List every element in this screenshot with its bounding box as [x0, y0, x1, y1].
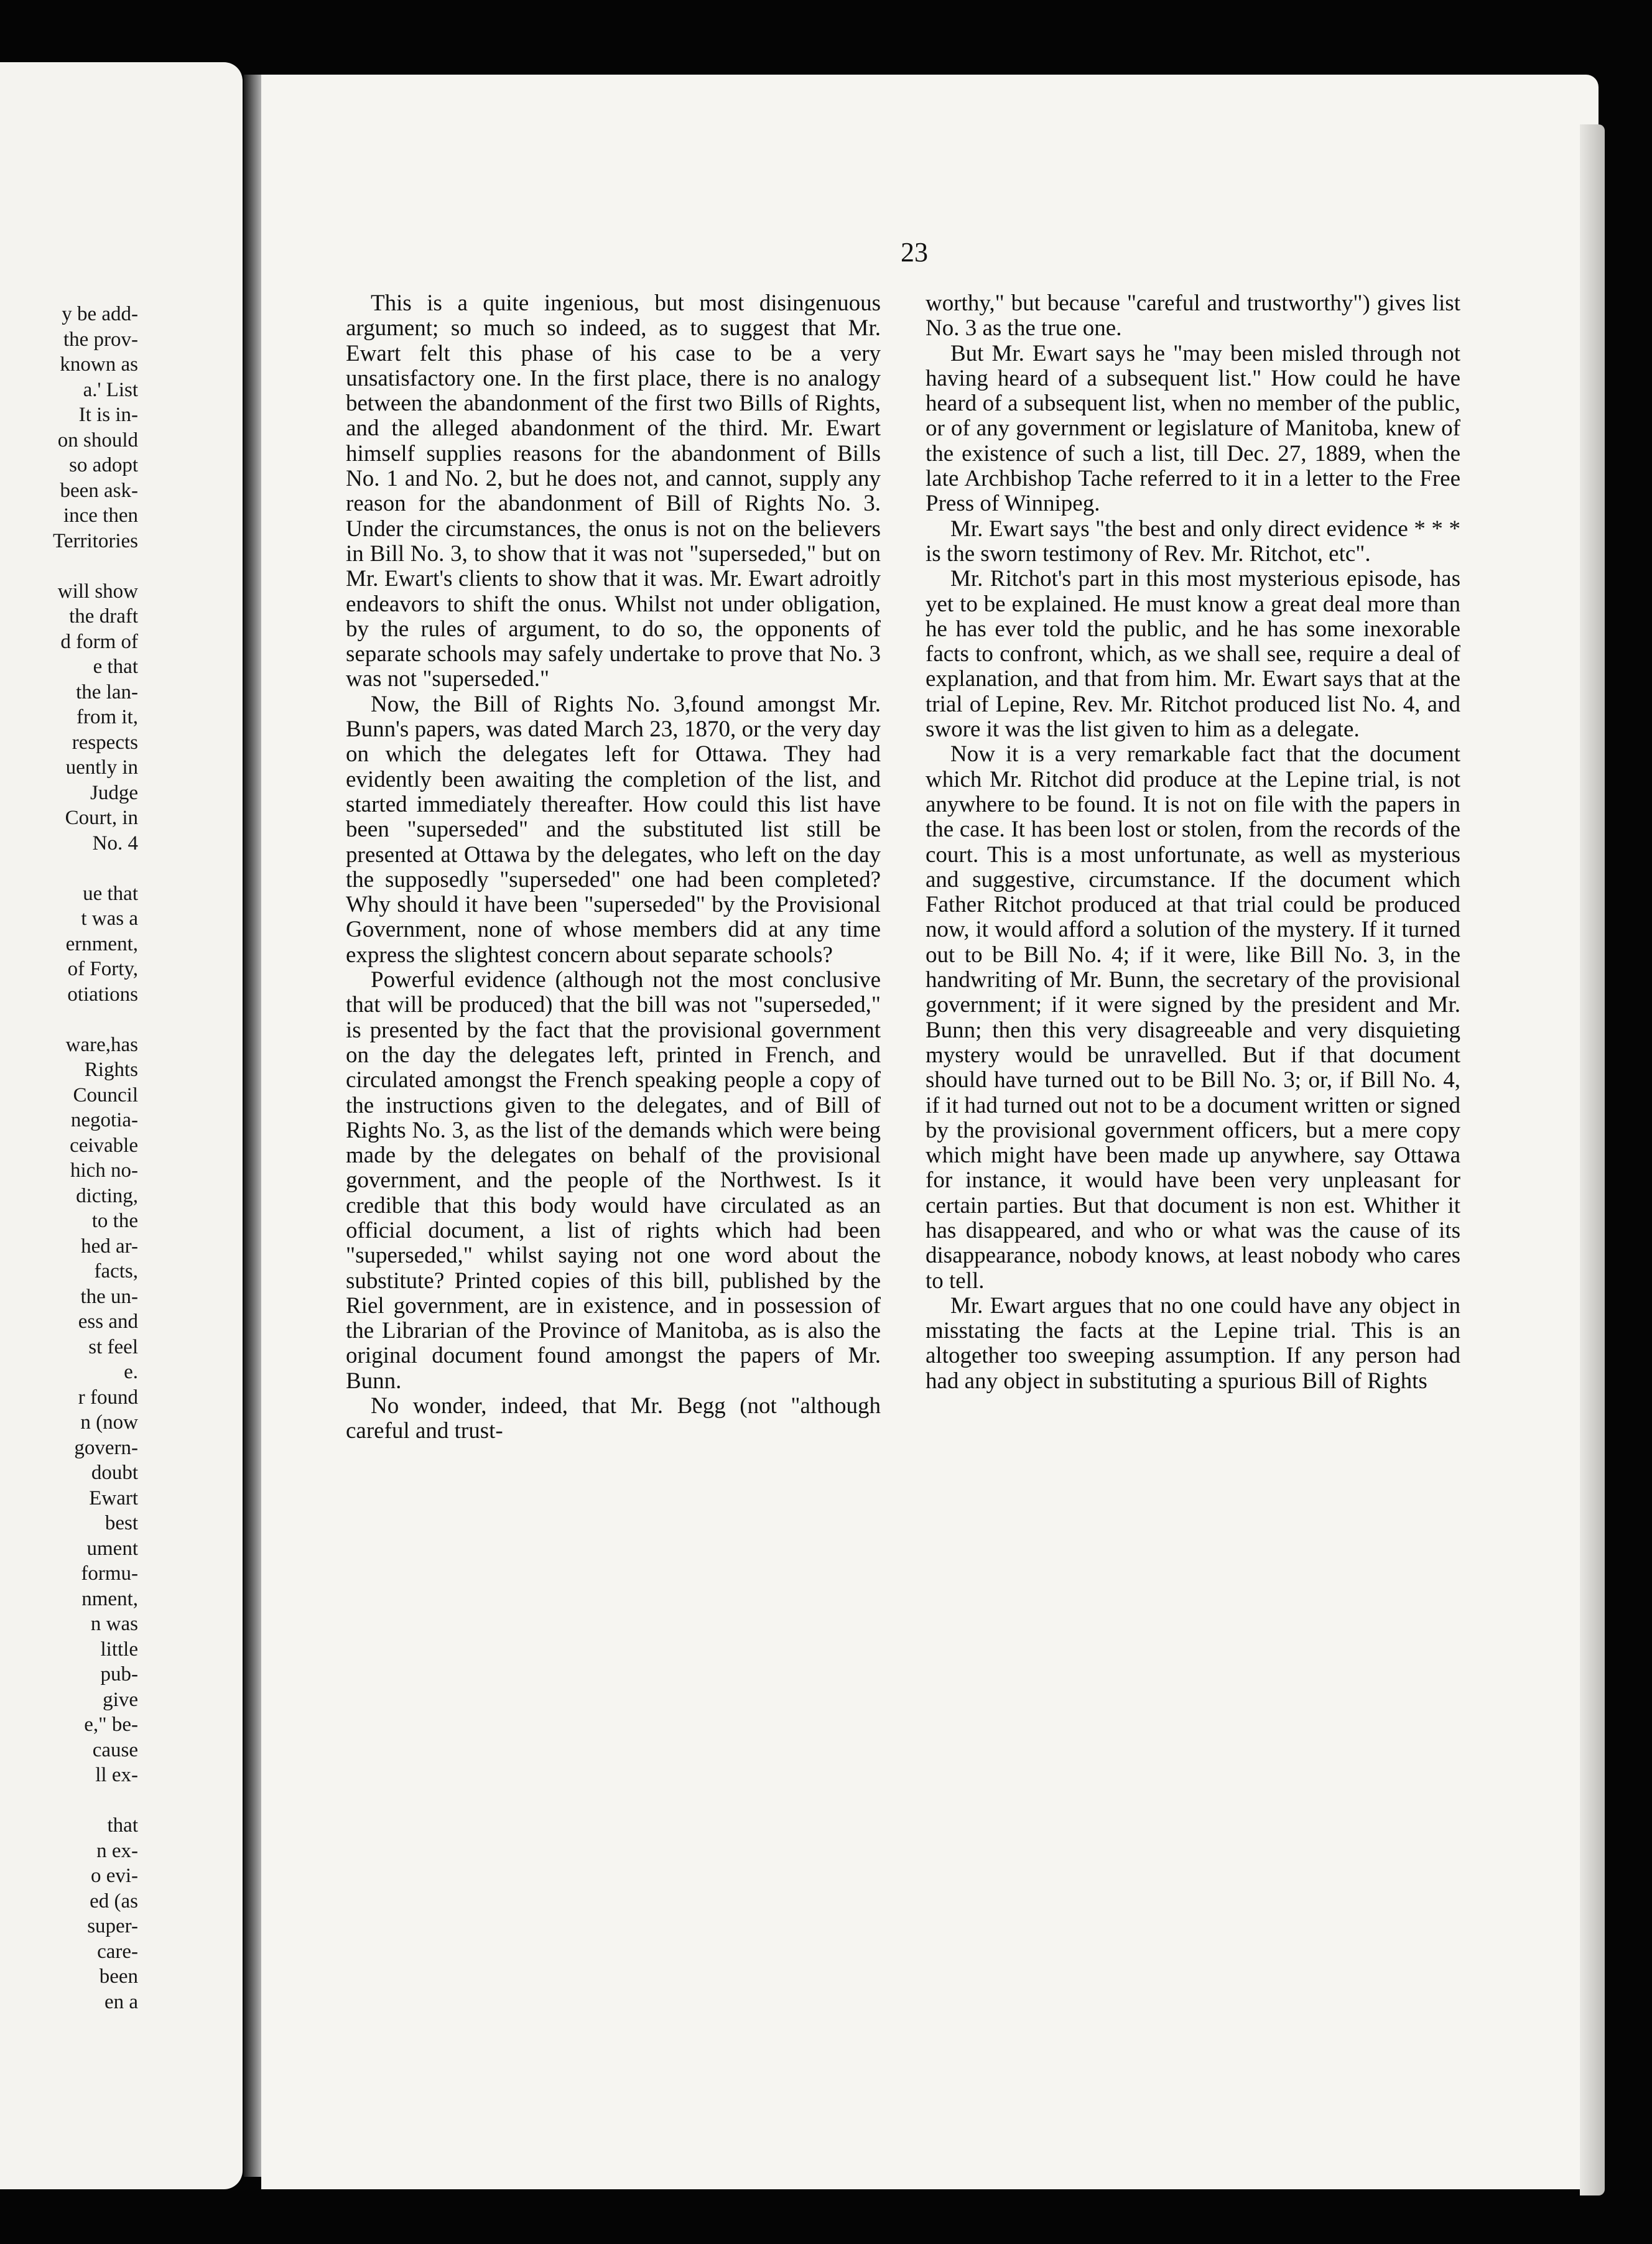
paragraph: No wonder, indeed, that Mr. Begg (not "although careful and trust- — [346, 1393, 881, 1444]
paragraph: worthy," but because "careful and trustworthy") gives list No. 3 as the true one. — [926, 290, 1460, 341]
paragraph: Mr. Ritchot's part in this most mysterious episode, has yet to be explained. He must know a great deal more than he has ever told the public, and he has some inexorable facts to confront, which, as we shall see, require a deal of explanation, and that from him. Mr. Ewart says that at the trial of Lepine, Rev. Mr. Ritchot produced list No. 4, and swore it was the list given to him as a delegate. — [926, 566, 1460, 743]
paragraph: Mr. Ewart says "the best and only direct evidence * * * is the sworn testimony of Rev. Mr. Ritchot, etc". — [926, 516, 1460, 567]
left-page — [0, 62, 243, 2189]
paragraph: Now it is a very remarkable fact that the document which Mr. Ritchot did produce at the Lepine trial, is not anywhere to be found. It is not on file with the papers in the case. It has been lost or stolen, from the records of the court. This is a most unfortunate, as well as mysterious and suggestive, circumstance. If the document which Father Ritchot produced at that trial could be produced now, it would afford a solution of the mystery. If it turned out to be Bill No. 4; if it were, like Bill No. 3, in the handwriting of Mr. Bunn, the secretary of the provisional government; if it were signed by the president and Mr. Bunn; then this very disagreeable and very disquieting mystery would be unravelled. But if that document should have turned out to be Bill No. 3; or, if Bill No. 4, if it had turned out not to be a document written or signed by the provisional government officers, but a mere copy which might have been made up anywhere, say Ottawa for instance, it would have been very unpleasant for certain parties. But that document is non est. Whither it has disappeared, and who or what was the cause of its disappearance, nobody knows, at least nobody who cares to tell. — [926, 741, 1460, 1294]
text-column-left — [346, 291, 881, 1444]
left-page-text-fragment: y be add- the prov- known as a.' List It is in- on should so adopt been ask- ince then Territories will show the draft d form of e that the lan- from it, respects uently in Judge Court, in No. 4 ue that t was a ernment, of Forty, otiations ware,has Rights Council negotia- ceivable hich no- dicting, to the hed ar- facts, the un- ess and st feel e. r found n (now govern- doubt Ewart best ument formu- nment, n was little pub- give e," be- cause ll ex- that n ex- o evi- ed (as super- care- been en a — [53, 303, 138, 2013]
text-column-right — [926, 291, 1460, 1394]
paragraph: Now, the Bill of Rights No. 3,found amongst Mr. Bunn's papers, was dated March 23, 1870, or the very day on which the delegates left for Ottawa. They had evidently been awaiting the completion of the list, and started immediately thereafter. How could this list have been "superseded" and the substituted list still be presented at Ottawa by the delegates, who left on the day the supposedly "superseded" one had been completed? Why should it have been "superseded" by the Provisional Government, none of whose members did at any time express the slightest concern about separate schools? — [346, 691, 881, 968]
page-number: 23 — [901, 237, 928, 267]
page-edge — [1580, 124, 1605, 2195]
paragraph: This is a quite ingenious, but most disingenuous argument; so much so indeed, as to suggest that Mr. Ewart felt this phase of his case to be a very unsatisfactory one. In the first place, there is no analogy between the abandonment of the first two Bills of Rights, and the alleged abandonment of the third. Mr. Ewart himself supplies reasons for the abandonment of Bills No. 1 and No. 2, but he does not, and cannot, supply any reason for the abandonment of Bill of Rights No. 3. Under the circumstances, the onus is not on the believers in Bill No. 3, to show that it was not "superseded," but on Mr. Ewart's clients to show that it was. Mr. Ewart adroitly endeavors to shift the onus. Whilst not under obligation, by the rules of argument, to do so, the opponents of separate schools may safely undertake to prove that No. 3 was not "superseded." — [346, 290, 881, 692]
paragraph: Powerful evidence (although not the most conclusive that will be produced) that the bill was not "superseded," is presented by the fact that the provisional government on the day the delegates left, printed in French, and circulated amongst the French speaking people a copy of the instructions given to the delegates, and of Bill of Rights No. 3, as the list of the demands which were being made by the delegates on behalf of the provisional government, and the people of the Northwest. Is it credible that this body would have circulated as an official document, a list of rights which had been "superseded," whilst saying not one word about the substitute? Printed copies of this bill, published by the Riel government, are in existence, and in possession of the Librarian of the Province of Manitoba, as is also the original document found amongst the papers of Mr. Bunn. — [346, 967, 881, 1394]
paragraph: Mr. Ewart argues that no one could have any object in misstating the facts at the Lepine trial. This is an altogether too sweeping assumption. If any person had had any object in substituting a spurious Bill of Rights — [926, 1292, 1460, 1394]
paragraph: But Mr. Ewart says he "may been misled through not having heard of a subsequent list." How could he have heard of a subsequent list, when no member of the public, or of any government or legislature of Manitoba, knew of the existence of such a list, till Dec. 27, 1889, when the late Archbishop Tache referred to it in a letter to the Free Press of Winnipeg. — [926, 340, 1460, 517]
